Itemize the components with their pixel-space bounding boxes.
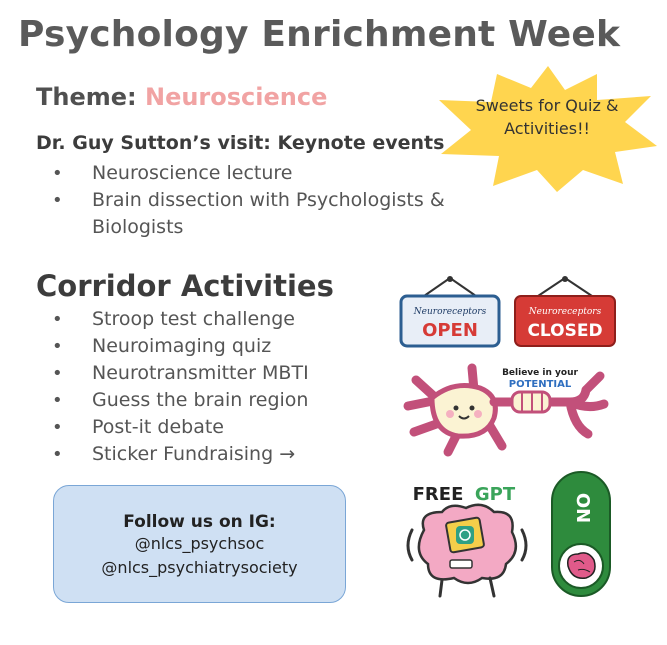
closed-sign-script: Neuroreceptors [528,307,602,317]
open-sign-sticker [398,276,502,350]
open-sign-word: OPEN [422,320,478,341]
starburst-text: Sweets for Quiz & Activities!! [475,96,619,138]
neuron-text-2: POTENTIAL [508,379,572,390]
closed-sign-word: CLOSED [527,321,603,341]
theme-line [36,83,327,111]
corridor-heading: Corridor Activities [36,269,334,303]
list-item: • Sticker Fundraising → [36,441,396,468]
list-item: • Stroop test challenge [36,306,396,333]
instagram-handle: @nlcs_psychsoc [134,534,265,553]
corridor-list [36,306,396,468]
on-switch-text: ON [572,492,593,524]
neuron-text-1: Believe in your [502,368,578,378]
follow-heading: Follow us on IG: [123,512,276,532]
list-item: • Post-it debate [36,414,396,441]
list-item: • Neuroimaging quiz [36,333,396,360]
list-item: • Neuroscience lecture [36,160,496,187]
on-switch-sticker [550,470,612,598]
theme-label: Theme: [36,83,137,111]
closed-sign-sticker [512,276,618,350]
keynote-heading: Dr. Guy Sutton’s visit: Keynote events [36,132,445,154]
list-item: • Brain dissection with Psychologists & Biologists [36,187,496,241]
theme-value: Neuroscience [144,83,328,111]
neuron-sticker [398,360,623,460]
list-item: • Neurotransmitter MBTI [36,360,396,387]
follow-box [53,485,346,603]
page-title: Psychology Enrichment Week [18,14,621,55]
free-gpt-sticker [398,474,536,606]
free-gpt-word1: FREE [412,484,464,505]
instagram-handle: @nlcs_psychiatrysociety [101,558,298,577]
list-item: • Guess the brain region [36,387,396,414]
keynote-list [36,160,496,241]
open-sign-script: Neuroreceptors [413,307,487,317]
free-gpt-word2: GPT [474,484,516,505]
